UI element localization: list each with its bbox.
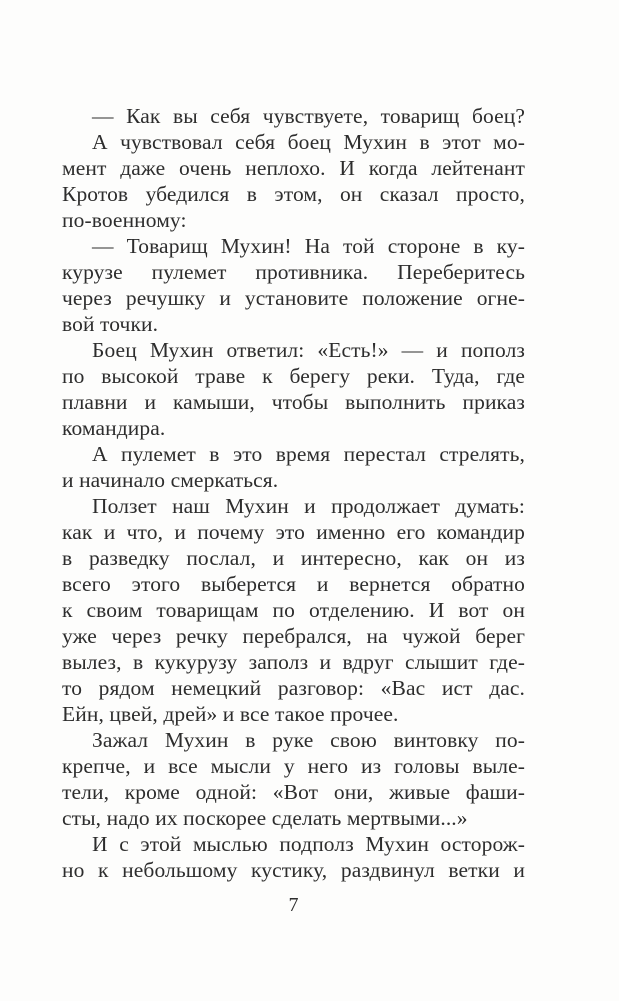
text-line: то рядом немецкий разговор: «Вас ист дас. (62, 676, 525, 700)
text-line: как и что, и почему это именно его командир (62, 520, 525, 544)
text-line: по высокой траве к берегу реки. Туда, где (62, 364, 525, 388)
paragraph (62, 727, 525, 831)
paragraph (62, 233, 525, 337)
text-line: А пулемет в это время перестал стрелять, (92, 442, 525, 466)
text-line: в разведку послал, и интересно, как он из (62, 546, 525, 570)
text-line: и начинало смеркаться. (62, 468, 279, 492)
text-line: мент даже очень неплохо. И когда лейтенант (62, 156, 525, 180)
text-line: А чувствовал себя боец Мухин в этот мо- (92, 130, 525, 154)
text-line: уже через речку перебрался, на чужой берег (62, 624, 525, 648)
text-line: Боец Мухин ответил: «Есть!» — и пополз (92, 338, 525, 362)
text-line: Зажал Мухин в руке свою винтовку по- (92, 728, 525, 752)
text-line: Ползет наш Мухин и продолжает думать: (92, 494, 525, 518)
text-line: сты, надо их поскорее сделать мертвыми...» (62, 806, 468, 830)
text-line: Ейн, цвей, дрей» и все такое прочее. (62, 702, 399, 726)
text-line: Кротов убедился в этом, он сказал просто, (62, 182, 525, 206)
text-line: крепче, и все мысли у него из головы выле- (62, 754, 525, 778)
text-line: плавни и камыши, чтобы выполнить приказ (62, 390, 525, 414)
text-line: всего этого выберется и вернется обратно (62, 572, 525, 596)
paragraph (62, 103, 525, 129)
text-line: к своим товарищам по отделению. И вот он (62, 598, 525, 622)
page-number: 7 (288, 894, 299, 916)
text-line: тели, кроме одной: «Вот они, живые фаши- (62, 780, 525, 804)
paragraph (62, 441, 525, 493)
text-line: командира. (62, 416, 166, 440)
paragraph (62, 129, 525, 233)
text-line: — Товарищ Мухин! На той стороне в ку- (92, 234, 525, 258)
paragraph (62, 493, 525, 727)
text-line: вой точки. (62, 312, 159, 336)
text-line: но к небольшому кустику, раздвинул ветки и (62, 858, 525, 882)
text-line: вылез, в кукурузу заполз и вдруг слышит где- (62, 650, 525, 674)
text-block (62, 103, 525, 883)
paragraph (62, 831, 525, 883)
paragraph (62, 337, 525, 441)
text-line: по-военному: (62, 208, 187, 232)
text-line: И с этой мыслью подполз Мухин осторож- (92, 832, 525, 856)
text-line: через речушку и установите положение огне- (62, 286, 525, 310)
text-line: — Как вы себя чувствуете, товарищ боец? (92, 104, 525, 128)
text-line: курузе пулемет противника. Переберитесь (62, 260, 525, 284)
